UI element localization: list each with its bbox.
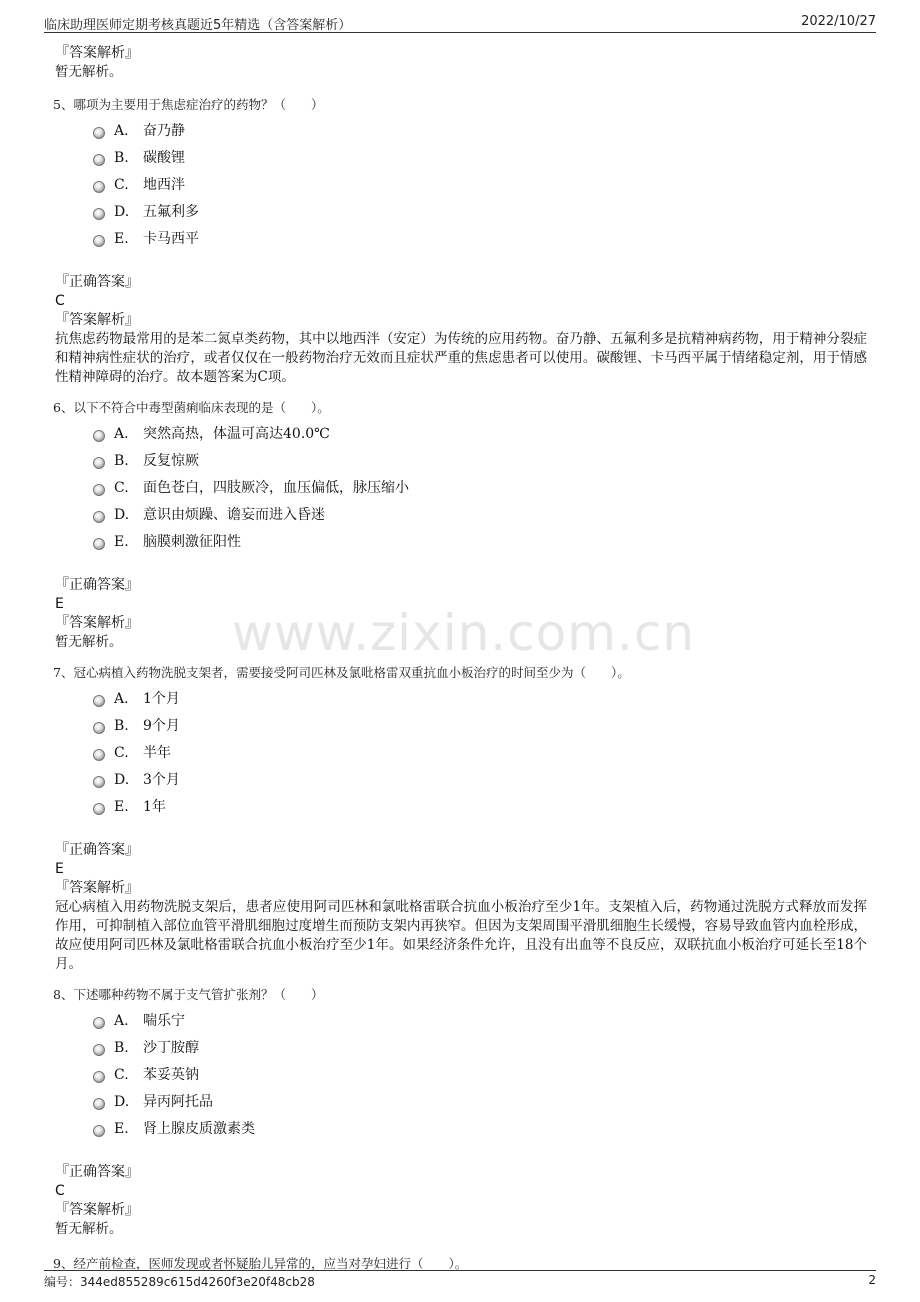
option-text: 1个月 <box>143 691 180 707</box>
question-stem: 7、冠心病植入药物洗脱支架者，需要接受阿司匹林及氯吡格雷双重抗血小板治疗的时间至少为（ ）。 <box>53 665 630 680</box>
radio-button-icon[interactable] <box>93 127 105 139</box>
radio-button-icon[interactable] <box>93 1125 105 1137</box>
option-letter: E. <box>114 534 129 550</box>
page-content <box>55 44 867 1273</box>
options-list <box>55 421 867 556</box>
options-list <box>55 118 867 253</box>
option-text: 奋乃静 <box>143 123 185 139</box>
option-c[interactable] <box>55 740 867 767</box>
radio-button-icon[interactable] <box>93 538 105 550</box>
page-header <box>44 12 876 33</box>
answer-label: 『正确答案』 <box>55 577 139 593</box>
radio-button-icon[interactable] <box>93 484 105 496</box>
option-letter: E. <box>114 1121 129 1137</box>
option-text: 喘乐宁 <box>143 1013 185 1029</box>
answer-value: E <box>55 596 64 612</box>
explain-text: 冠心病植入用药物洗脱支架后，患者应使用阿司匹林和氯吡格雷联合抗血小板治疗至少1年。支架植入后，药物通过洗脱方式释放而发挥作用，可抑制植入部位血管平滑肌细胞过度增生而预防支架内再狭窄。但因为支架周围平滑肌细胞生长缓慢，容易导致血管内血栓形成，故应使用阿司匹林及氯吡格雷联合抗血小板治疗至少1年。如果经济条件允许，且没有出血等不良反应，双联抗血小板治疗可延长至18个月。 <box>55 899 867 972</box>
option-letter: B. <box>114 150 129 166</box>
radio-button-icon[interactable] <box>93 1098 105 1110</box>
radio-button-icon[interactable] <box>93 1044 105 1056</box>
option-text: 意识由烦躁、谵妄而进入昏迷 <box>143 507 325 523</box>
radio-button-icon[interactable] <box>93 776 105 788</box>
explain-text: 暂无解析。 <box>55 634 123 650</box>
option-letter: C. <box>114 1067 129 1083</box>
option-text: 异丙阿托品 <box>143 1094 213 1110</box>
answer-block <box>55 576 867 652</box>
radio-button-icon[interactable] <box>93 154 105 166</box>
question-stem: 5、哪项为主要用于焦虑症治疗的药物？（ ） <box>53 97 324 112</box>
explain-text: 暂无解析。 <box>55 1221 123 1237</box>
question-stem: 8、下述哪种药物不属于支气管扩张剂？（ ） <box>53 987 324 1002</box>
explain-label: 『答案解析』 <box>55 1202 139 1218</box>
page-number: 2 <box>868 1273 876 1287</box>
radio-button-icon[interactable] <box>93 430 105 442</box>
option-text: 肾上腺皮质激素类 <box>143 1121 255 1137</box>
radio-button-icon[interactable] <box>93 722 105 734</box>
answer-block <box>55 273 867 387</box>
option-b[interactable] <box>55 145 867 172</box>
option-letter: B. <box>114 718 129 734</box>
answer-value: E <box>55 861 64 877</box>
option-d[interactable] <box>55 1089 867 1116</box>
radio-button-icon[interactable] <box>93 457 105 469</box>
radio-button-icon[interactable] <box>93 208 105 220</box>
option-d[interactable] <box>55 199 867 226</box>
option-text: 苯妥英钠 <box>143 1067 199 1083</box>
option-b[interactable] <box>55 448 867 475</box>
radio-button-icon[interactable] <box>93 803 105 815</box>
option-text: 面色苍白，四肢厥冷，血压偏低，脉压缩小 <box>143 480 409 496</box>
option-text: 卡马西平 <box>143 231 199 247</box>
explain-label: 『答案解析』 <box>55 45 139 61</box>
option-letter: D. <box>114 204 130 220</box>
radio-button-icon[interactable] <box>93 1071 105 1083</box>
answer-value: C <box>55 293 65 309</box>
option-d[interactable] <box>55 767 867 794</box>
answer-value: C <box>55 1183 65 1199</box>
option-text: 地西泮 <box>143 177 185 193</box>
radio-button-icon[interactable] <box>93 511 105 523</box>
radio-button-icon[interactable] <box>93 181 105 193</box>
option-text: 突然高热，体温可高达40.0℃ <box>143 426 330 442</box>
option-text: 反复惊厥 <box>143 453 199 469</box>
option-c[interactable] <box>55 1062 867 1089</box>
answer-block <box>55 1163 867 1239</box>
document-date: 2022/10/27 <box>801 14 876 29</box>
radio-button-icon[interactable] <box>93 749 105 761</box>
option-letter: B. <box>114 453 129 469</box>
option-text: 9个月 <box>143 718 180 734</box>
option-text: 3个月 <box>143 772 180 788</box>
option-text: 五氟利多 <box>143 204 199 220</box>
explain-block <box>55 44 867 82</box>
radio-button-icon[interactable] <box>93 1017 105 1029</box>
option-letter: A. <box>114 691 129 707</box>
options-list <box>55 686 867 821</box>
option-letter: A. <box>114 1013 129 1029</box>
options-list <box>55 1008 867 1143</box>
question-stem: 9、经产前检查，医师发现或者怀疑胎儿异常的，应当对孕妇进行（ ）。 <box>53 1256 468 1271</box>
option-letter: C. <box>114 480 129 496</box>
option-letter: A. <box>114 426 129 442</box>
option-c[interactable] <box>55 475 867 502</box>
option-c[interactable] <box>55 172 867 199</box>
option-a[interactable] <box>55 686 867 713</box>
option-letter: E. <box>114 799 129 815</box>
question-7 <box>55 664 867 974</box>
radio-button-icon[interactable] <box>93 695 105 707</box>
option-letter: B. <box>114 1040 129 1056</box>
option-e[interactable] <box>55 226 867 253</box>
explain-label: 『答案解析』 <box>55 880 139 896</box>
option-letter: A. <box>114 123 129 139</box>
document-code: 编号：344ed855289c615d4260f3e20f48cb28 <box>44 1275 315 1289</box>
option-letter: D. <box>114 1094 130 1110</box>
option-e[interactable] <box>55 529 867 556</box>
option-text: 1年 <box>143 799 166 815</box>
document-title: 临床助理医师定期考核真题近5年精选（含答案解析） <box>44 18 352 33</box>
option-b[interactable] <box>55 713 867 740</box>
option-e[interactable] <box>55 794 867 821</box>
option-e[interactable] <box>55 1116 867 1143</box>
explain-label: 『答案解析』 <box>55 615 139 631</box>
option-text: 碳酸锂 <box>143 150 185 166</box>
answer-label: 『正确答案』 <box>55 274 139 290</box>
question-stem: 6、以下不符合中毒型菌痢临床表现的是（ ）。 <box>53 400 330 415</box>
explain-text: 抗焦虑药物最常用的是苯二氮卓类药物，其中以地西泮（安定）为传统的应用药物。奋乃静、五氟利多是抗精神病药物，用于精神分裂症和精神病性症状的治疗，或者仅仅在一般药物治疗无效而且症状严重的焦虑患者可以使用。碳酸锂、卡马西平属于情绪稳定剂，用于情感性精神障碍的治疗。故本题答案为C项。 <box>55 331 867 385</box>
option-letter: C. <box>114 745 129 761</box>
option-text: 半年 <box>143 745 171 761</box>
option-letter: E. <box>114 231 129 247</box>
option-letter: D. <box>114 772 130 788</box>
option-text: 沙丁胺醇 <box>143 1040 199 1056</box>
option-letter: D. <box>114 507 130 523</box>
question-6 <box>55 399 867 652</box>
option-b[interactable] <box>55 1035 867 1062</box>
option-a[interactable] <box>55 1008 867 1035</box>
answer-label: 『正确答案』 <box>55 1164 139 1180</box>
option-a[interactable] <box>55 118 867 145</box>
explain-label: 『答案解析』 <box>55 312 139 328</box>
watermark: www.zixin.com.cn <box>232 604 696 662</box>
option-text: 脑膜刺激征阳性 <box>143 534 241 550</box>
question-8 <box>55 986 867 1239</box>
answer-label: 『正确答案』 <box>55 842 139 858</box>
question-5 <box>55 96 867 387</box>
radio-button-icon[interactable] <box>93 235 105 247</box>
answer-block <box>55 841 867 974</box>
option-a[interactable] <box>55 421 867 448</box>
option-d[interactable] <box>55 502 867 529</box>
question-9 <box>55 1255 867 1273</box>
explain-text: 暂无解析。 <box>55 64 123 80</box>
option-letter: C. <box>114 177 129 193</box>
